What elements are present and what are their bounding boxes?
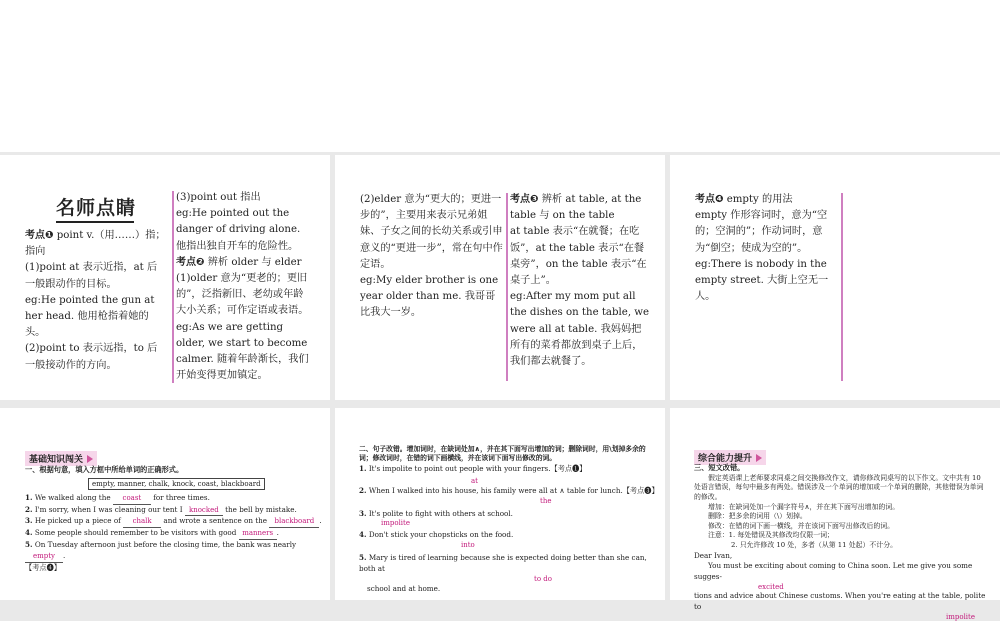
tip-text: empty 作形容词时，意为“空的；空洞的”；作动词时，意为“倒空；使成为空的”。 [695,210,828,254]
question-4: 4. Some people should remember to be visitors with good manners . [25,528,325,540]
tip-text: (1)point at 表示近指，at 后一般跟动作的目标。 [25,262,158,290]
page-panel-tips-3 [670,155,1000,400]
page-panel-tips-1 [0,155,330,400]
correction: impolite [381,519,411,528]
question-1: 1. It's impolite to point out people with your fingers.【考点❶】 [359,464,587,473]
section-badge: 综合能力提升 [694,446,766,465]
letter-line-1: You must be exciting about coming to China soon. Let me give you some sugges- [694,561,973,582]
page-panel-exercise-1 [0,408,330,600]
question-2: 2. When I walked into his house, his family were all at ∧ table for lunch.【考点❸】 [359,485,659,495]
instruction: 一、根据句意，填入方框中所给单词的正确形式。 [25,465,184,474]
correction: excited [758,582,784,591]
answer-blank[interactable]: knocked [185,505,223,517]
tip-example: eg:He pointed out the danger of driving alone. 他指出独自开车的危险性。 [176,208,301,252]
kaodian-1: 考点❶ point v.（用……）指；指向 [25,230,166,258]
question-4: 4. Don't stick your chopsticks on the food. [359,530,514,540]
tip-text: at table 表示“在就餐；在吃饭”，at the table 表示“在餐桌旁”，on the table 表示“在桌子上”。 [510,226,647,287]
tip-text: (3)point out 指出 [176,192,261,203]
page-panel-exercise-3 [670,408,1000,621]
tip-text: (2)elder 意为“更大的；更进一步的”，主要用来表示兄弟姐妹、子女之间的长幼关系或引申意义的“更进一步”，常在句中作定语。 [360,194,503,270]
question-2: 2. I'm sorry, when I was cleaning our tent I knocked the bell by mistake. [25,505,325,517]
tip-example: eg:My elder brother is one year older than me. 我哥哥比我大一岁。 [360,275,499,319]
blank-top-area [0,0,1000,152]
rule-add: 增加：在缺词处加一个漏字符号∧，并在其下面写出增加的词。 [708,502,900,511]
kaodian-ref: 【考点❹】 [25,562,61,572]
tip-example: eg:After my mom put all the dishes on the table, we were all at table. 我妈妈把所有的菜肴都放到桌子上后，我们都去就餐了。 [510,291,650,368]
tips-left-column [360,192,503,322]
page-panel-exercise-2 [335,408,665,600]
question-5-cont: school and at home. [367,583,441,593]
exercise-body [25,465,325,573]
letter-line-2: tions and advice about Chinese customs. When you're eating at the table, polite to [694,590,986,611]
correction: impolite [946,612,976,621]
kaodian-2: 考点❷ 辨析 older 与 elder [176,256,302,268]
tip-example: eg:He pointed the gun at her head. 他用枪指着她的头。 [25,294,155,339]
arrow-icon [87,455,93,463]
answer-blank[interactable]: empty [25,551,63,563]
answer-blank[interactable]: chalk [123,516,161,528]
divider-line [172,191,174,383]
question-5: 5. On Tuesday afternoon just before the closing time, the bank was nearly empty . [25,540,325,563]
question-3: 3. It's polite to fight with others at school. [359,508,513,518]
tips-left-column [25,228,167,374]
tips-right-column [510,192,650,370]
answer-blank[interactable]: manners [239,528,277,540]
tips-title: 名师点睛 [56,193,136,223]
divider-line [841,193,843,381]
correction: at [471,476,478,485]
instruction: 二、句子改错。增加词时，在缺词处加∧，并在其下面写出增加的词；删除词时，用\划掉多余的词；修改词时，在错的词下画横线，并在该词下面写出修改的词。 [359,445,646,462]
tip-example: eg:As we are getting older, we start to become calmer. 随着年龄渐长，我们开始变得更加镇定。 [176,321,309,382]
question-5: 5. Mary is tired of learning because she is expected doing better than she can, both at [359,553,647,573]
instruction: 三、短文改错。 [694,463,745,472]
kaodian-3: 考点❸ 辨析 at table, at the table 与 on the table [510,194,642,222]
note-2: 2. 只允许修改 10 处，多者（从第 11 处起）不计分。 [731,540,897,549]
question-1: 1. We walked along the coast for three times. [25,493,325,505]
tip-text: (2)point to 表示远指，to 后一般接动作的方向。 [25,343,158,371]
tip-example: eg:There is nobody in the empty street. 大街上空无一人。 [695,258,829,303]
tips-left-column [695,192,840,305]
exercise-body [694,463,986,621]
correction: the [540,496,552,505]
tip-text: (1)older 意为“更老的；更旧的”，泛指新旧、老幼或年龄大小关系；可作定语或表语。 [176,273,309,317]
answer-blank[interactable]: coast [113,493,151,505]
rule-modify: 修改：在错的词下画一横线，并在该词下面写出修改后的词。 [708,521,895,530]
passage-instruction: 假定英语课上老师要求同桌之间交换修改作文，请你修改同桌写的以下作文。文中共有 10 处语言错误，每句中最多有两处。错误涉及一个单词的增加或一个单词的删除，其他错误为单词的修改。 [694,473,984,501]
answer-blank[interactable]: blackboard [269,516,319,528]
question-3: 3. He picked up a piece of chalk and wrote a sentence on the blackboard . [25,516,325,528]
exercise-body [359,445,659,595]
page-panel-tips-2 [335,155,665,400]
letter-greeting: Dear Ivan, [694,550,733,560]
kaodian-4: 考点❹ empty 的用法 [695,194,793,205]
note-1: 注意：1. 每处错误及其修改均仅限一词； [708,531,834,540]
word-box: empty, manner, chalk, knock, coast, blackboard [88,478,265,490]
tips-right-column [176,190,312,384]
correction: to do [534,574,552,583]
section-badge: 基础知识闯关 [25,447,97,466]
divider-line [506,193,508,381]
correction: into [461,541,475,550]
rule-delete: 删除：把多余的词用（\）划掉。 [708,512,807,521]
arrow-icon [756,454,762,462]
